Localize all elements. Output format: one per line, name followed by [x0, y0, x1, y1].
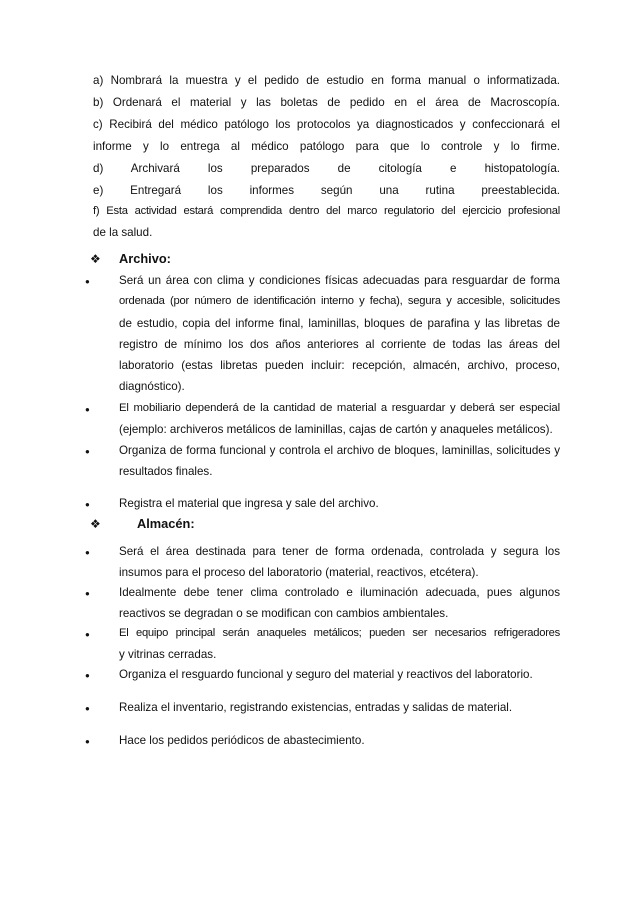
archivo-item-3: Organiza de forma funcional y controla el archivo de bloques, laminillas, solicitudes y resultados finales. — [119, 444, 560, 479]
round-bullet-icon: ● — [85, 500, 90, 509]
archivo-item-2: El mobiliario dependerá de la cantidad de material a resguardar y deberá ser especial (ejemplo: archiveros metálicos de laminillas, cajas de cartón y anaqueles metálicos). — [119, 402, 560, 437]
archivo-item-4: Registra el material que ingresa y sale del archivo. — [119, 497, 379, 510]
round-bullet-icon: ● — [85, 737, 90, 746]
intro-line-b: b) Ordenará el material y las boletas de pedido en el área de Macroscopía. — [93, 96, 560, 109]
round-bullet-icon: ● — [85, 277, 90, 286]
archivo-diamond-icon: ❖ — [90, 252, 101, 266]
almacen-item-4: Organiza el resguardo funcional y seguro del material y reactivos del laboratorio. — [119, 668, 533, 681]
almacen-item-3: El equipo principal serán anaqueles metálicos; pueden ser necesarios refrigeradores y vitrinas cerradas. — [119, 627, 560, 662]
almacen-heading: Almacén: — [137, 516, 195, 531]
intro-line-e: e) Entregará los informes según una rutina preestablecida. — [93, 184, 560, 197]
round-bullet-icon: ● — [85, 630, 90, 639]
archivo-item-1: Será un área con clima y condiciones físicas adecuadas para resguardar de forma ordenada (por número de identificación interno y fecha), segura y accesible, solicitudes de estudio, copia del informe final, laminillas, bloques de parafina y las libretas de registro de mínimo los dos años anteriores al corriente de todas las áreas del laboratorio (estas libretas pueden incluir: recepción, almacén, archivo, proceso, diagnóstico). — [119, 274, 560, 394]
intro-line-c-cont: informe y lo entrega al médico patólogo para que lo controle y lo firme. — [93, 140, 560, 153]
archivo-heading: Archivo: — [119, 251, 171, 266]
round-bullet-icon: ● — [85, 447, 90, 456]
almacen-item-6: Hace los pedidos periódicos de abastecimiento. — [119, 734, 365, 747]
round-bullet-icon: ● — [85, 405, 90, 414]
intro-line-d: d) Archivará los preparados de citología e histopatología. — [93, 162, 560, 175]
intro-line-c: c) Recibirá del médico patólogo los protocolos ya diagnosticados y confeccionará el — [93, 118, 560, 131]
round-bullet-icon: ● — [85, 671, 90, 680]
almacen-diamond-icon: ❖ — [90, 517, 101, 531]
round-bullet-icon: ● — [85, 548, 90, 557]
round-bullet-icon: ● — [85, 704, 90, 713]
intro-line-f: f) Esta actividad estará comprendida dentro del marco regulatorio del ejercicio profesional — [93, 205, 560, 217]
intro-line-f-cont: de la salud. — [93, 226, 153, 239]
intro-line-a: a) Nombrará la muestra y el pedido de estudio en forma manual o informatizada. — [93, 74, 560, 87]
round-bullet-icon: ● — [85, 589, 90, 598]
almacen-item-5: Realiza el inventario, registrando existencias, entradas y salidas de material. — [119, 701, 513, 714]
almacen-item-1: Será el área destinada para tener de forma ordenada, controlada y segura los insumos para el proceso del laboratorio (material, reactivos, etcétera). — [119, 545, 560, 580]
almacen-item-2: Idealmente debe tener clima controlado e iluminación adecuada, pues algunos reactivos se degradan o se modifican con cambios ambientales. — [119, 586, 560, 621]
